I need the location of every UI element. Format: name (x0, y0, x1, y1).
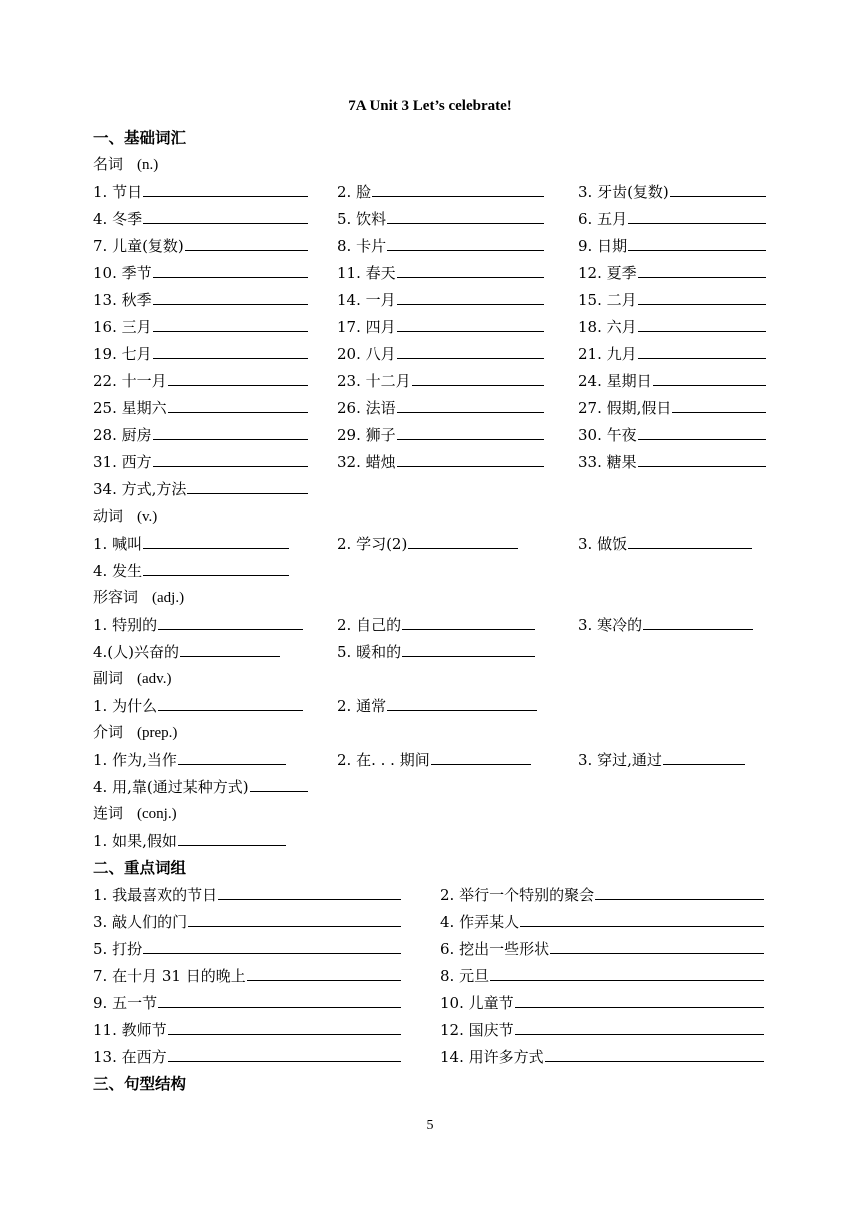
answer-blank[interactable] (643, 613, 753, 630)
list-item: 8. 元旦 (440, 964, 764, 986)
answer-blank[interactable] (397, 396, 544, 413)
list-item: 28. 厨房 (93, 423, 308, 445)
list-item: 5. 打扮 (93, 937, 401, 959)
preposition-row (0, 748, 860, 770)
answer-blank[interactable] (153, 423, 308, 440)
list-item: 1. 为什么 (93, 694, 303, 716)
page-number: 5 (426, 1118, 434, 1133)
section-heading-sentences: 三、句型结构 (93, 1074, 187, 1093)
category-en: (n.) (137, 157, 159, 173)
answer-blank[interactable] (153, 261, 308, 278)
list-item: 11. 教师节 (93, 1018, 401, 1040)
category-verbs (93, 505, 157, 526)
list-item: 3. 敲人们的门 (93, 910, 401, 932)
category-en: (conj.) (137, 806, 177, 822)
answer-blank[interactable] (490, 964, 764, 981)
answer-blank[interactable] (431, 748, 531, 765)
answer-blank[interactable] (515, 1018, 764, 1035)
answer-blank[interactable] (402, 613, 535, 630)
list-item: 12. 国庆节 (440, 1018, 764, 1040)
category-en: (adj.) (152, 590, 185, 606)
list-item: 3. 做饭 (578, 532, 752, 554)
section-heading-vocab: 一、基础词汇 (93, 128, 187, 147)
verb-row (0, 532, 860, 554)
category-nouns (93, 153, 158, 174)
category-adjectives (93, 586, 184, 607)
category-cn: 动词 (93, 507, 124, 525)
category-cn: 副词 (93, 669, 124, 687)
answer-blank[interactable] (185, 234, 308, 251)
list-item: 8. 卡片 (337, 234, 544, 256)
answer-blank[interactable] (143, 532, 289, 549)
answer-blank[interactable] (663, 748, 745, 765)
answer-blank[interactable] (158, 991, 401, 1008)
list-item: 1. 喊叫 (93, 532, 289, 554)
answer-blank[interactable] (143, 937, 401, 954)
list-item: 26. 法语 (337, 396, 544, 418)
verb-row (0, 559, 860, 581)
list-item: 19. 七月 (93, 342, 308, 364)
list-item: 13. 秋季 (93, 288, 308, 310)
answer-blank[interactable] (672, 396, 766, 413)
answer-blank[interactable] (188, 910, 401, 927)
answer-blank[interactable] (153, 342, 308, 359)
answer-blank[interactable] (638, 423, 766, 440)
category-adverbs (93, 667, 171, 688)
list-item: 22. 十一月 (93, 369, 308, 391)
answer-blank[interactable] (143, 559, 289, 576)
answer-blank[interactable] (168, 1045, 401, 1062)
conjunction-row (0, 829, 860, 851)
list-item: 17. 四月 (337, 315, 544, 337)
answer-blank[interactable] (218, 883, 401, 900)
answer-blank[interactable] (158, 694, 303, 711)
answer-blank[interactable] (168, 1018, 401, 1035)
list-item: 9. 五一节 (93, 991, 401, 1013)
list-item: 30. 午夜 (578, 423, 766, 445)
list-item: 32. 蜡烛 (337, 450, 544, 472)
answer-blank[interactable] (397, 288, 544, 305)
answer-blank[interactable] (402, 640, 535, 657)
answer-blank[interactable] (387, 207, 544, 224)
list-item: 4. 冬季 (93, 207, 308, 229)
list-item: 14. 一月 (337, 288, 544, 310)
answer-blank[interactable] (397, 423, 544, 440)
list-item: 1. 作为,当作 (93, 748, 286, 770)
list-item: 10. 季节 (93, 261, 308, 283)
list-item: 3. 穿过,通过 (578, 748, 745, 770)
list-item: 4. 发生 (93, 559, 289, 581)
answer-blank[interactable] (187, 477, 308, 494)
answer-blank[interactable] (153, 450, 308, 467)
list-item: 11. 春天 (337, 261, 544, 283)
answer-blank[interactable] (397, 315, 544, 332)
list-item: 5. 饮料 (337, 207, 544, 229)
list-item: 4. 作弄某人 (440, 910, 764, 932)
list-item: 20. 八月 (337, 342, 544, 364)
answer-blank[interactable] (158, 613, 303, 630)
answer-blank[interactable] (520, 910, 764, 927)
answer-blank[interactable] (153, 288, 308, 305)
category-en: (v.) (137, 509, 158, 525)
answer-blank[interactable] (408, 532, 518, 549)
list-item: 13. 在西方 (93, 1045, 401, 1067)
answer-blank[interactable] (178, 748, 286, 765)
answer-blank[interactable] (545, 1045, 764, 1062)
answer-blank[interactable] (515, 991, 764, 1008)
adjective-row (0, 640, 860, 662)
list-item: 7. 在十月 31 日的晚上 (93, 964, 401, 986)
list-item: 3. 寒冷的 (578, 613, 753, 635)
adjective-row (0, 613, 860, 635)
answer-blank[interactable] (638, 315, 766, 332)
answer-blank[interactable] (372, 180, 544, 197)
answer-blank[interactable] (412, 369, 544, 386)
list-item: 7. 儿童(复数) (93, 234, 308, 256)
list-item: 1. 节日 (93, 180, 308, 202)
list-item: 2. 脸 (337, 180, 544, 202)
list-item: 2. 在. . . 期间 (337, 748, 531, 770)
category-prepositions (93, 721, 177, 742)
list-item: 18. 六月 (578, 315, 766, 337)
answer-blank[interactable] (387, 234, 544, 251)
answer-blank[interactable] (387, 694, 537, 711)
answer-blank[interactable] (638, 450, 766, 467)
answer-blank[interactable] (178, 829, 286, 846)
list-item: 1. 我最喜欢的节日 (93, 883, 401, 905)
list-item: 6. 五月 (578, 207, 766, 229)
list-item: 9. 日期 (578, 234, 766, 256)
answer-blank[interactable] (628, 207, 766, 224)
list-item: 4. 用,靠(通过某种方式) (93, 775, 308, 797)
answer-blank[interactable] (250, 775, 308, 792)
adverb-row (0, 694, 860, 716)
category-en: (adv.) (137, 671, 172, 687)
list-item: 1. 如果,假如 (93, 829, 286, 851)
category-cn: 名词 (93, 155, 124, 173)
document-title: 7A Unit 3 Let’s celebrate! (348, 98, 512, 114)
category-cn: 介词 (93, 723, 124, 741)
answer-blank[interactable] (397, 261, 544, 278)
list-item: 27. 假期,假日 (578, 396, 766, 418)
list-item: 12. 夏季 (578, 261, 766, 283)
answer-blank[interactable] (397, 342, 544, 359)
answer-blank[interactable] (168, 396, 308, 413)
list-item: 2. 举行一个特别的聚会 (440, 883, 764, 905)
list-item: 16. 三月 (93, 315, 308, 337)
answer-blank[interactable] (653, 369, 766, 386)
answer-blank[interactable] (143, 207, 308, 224)
list-item: 29. 狮子 (337, 423, 544, 445)
answer-blank[interactable] (153, 315, 308, 332)
list-item: 2. 学习(2) (337, 532, 518, 554)
list-item: 24. 星期日 (578, 369, 766, 391)
list-item: 2. 通常 (337, 694, 537, 716)
category-cn: 连词 (93, 804, 124, 822)
answer-blank[interactable] (638, 342, 766, 359)
category-cn: 形容词 (93, 588, 139, 606)
list-item: 4.(人)兴奋的 (93, 640, 280, 662)
list-item: 3. 牙齿(复数) (578, 180, 766, 202)
list-item: 1. 特别的 (93, 613, 303, 635)
list-item: 2. 自己的 (337, 613, 535, 635)
list-item: 15. 二月 (578, 288, 766, 310)
answer-blank[interactable] (628, 532, 752, 549)
answer-blank[interactable] (397, 450, 544, 467)
section-heading-phrases: 二、重点词组 (93, 858, 187, 877)
list-item: 31. 西方 (93, 450, 308, 472)
list-item: 6. 挖出一些形状 (440, 937, 764, 959)
answer-blank[interactable] (670, 180, 766, 197)
answer-blank[interactable] (595, 883, 764, 900)
list-item: 5. 暖和的 (337, 640, 535, 662)
list-item: 10. 儿童节 (440, 991, 764, 1013)
list-item: 21. 九月 (578, 342, 766, 364)
answer-blank[interactable] (180, 640, 280, 657)
list-item: 23. 十二月 (337, 369, 544, 391)
answer-blank[interactable] (168, 369, 308, 386)
answer-blank[interactable] (628, 234, 766, 251)
answer-blank[interactable] (638, 288, 766, 305)
list-item: 25. 星期六 (93, 396, 308, 418)
category-conjunctions (93, 802, 177, 823)
preposition-row (0, 775, 860, 797)
answer-blank[interactable] (247, 964, 401, 981)
list-item: 14. 用许多方式 (440, 1045, 764, 1067)
list-item: 33. 糖果 (578, 450, 766, 472)
answer-blank[interactable] (550, 937, 764, 954)
answer-blank[interactable] (143, 180, 308, 197)
category-en: (prep.) (137, 725, 178, 741)
list-item: 34. 方式,方法 (93, 477, 308, 499)
answer-blank[interactable] (638, 261, 766, 278)
